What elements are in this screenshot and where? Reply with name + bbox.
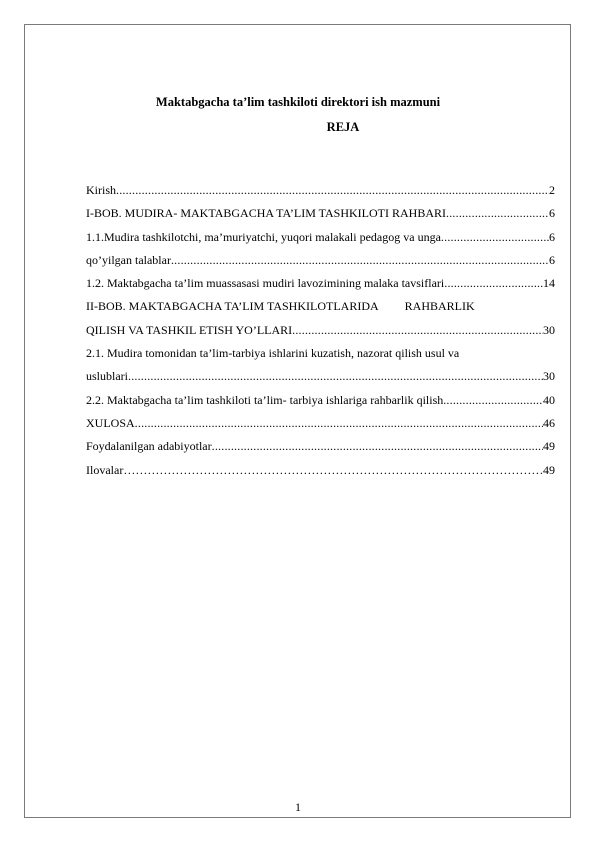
toc-page-number: 2	[549, 183, 555, 197]
toc-page-number: 30	[543, 369, 555, 384]
toc-entry-label: 1.2. Maktabgacha ta’lim muassasasi mudiri lavozimining malaka tavsiflari	[86, 276, 445, 291]
toc-entry-label: 2.1. Mudira tomonidan ta’lim-tarbiya ishlarini kuzatish, nazorat qilish usul va	[86, 346, 460, 361]
table-of-contents	[86, 182, 555, 485]
toc-dot-leader	[446, 205, 549, 222]
toc-entry-conclusion[interactable]	[86, 415, 555, 438]
toc-entry-section-2-1-cont[interactable]	[86, 368, 555, 391]
toc-entry-section-2-2[interactable]	[86, 392, 555, 415]
toc-entry-chapter-2-cont[interactable]	[86, 322, 555, 345]
toc-dot-leader	[292, 322, 543, 339]
toc-entry-section-1-2[interactable]	[86, 275, 555, 298]
toc-entry-appendices[interactable]	[86, 462, 555, 485]
toc-dot-leader	[116, 182, 549, 199]
toc-entry-label: qo’yilgan talablar	[86, 252, 171, 267]
toc-dot-leader	[135, 415, 543, 432]
toc-dot-leader	[444, 275, 543, 292]
toc-page-number: 46	[543, 415, 555, 430]
toc-entry-label: Kirish	[86, 183, 116, 197]
toc-entry-label: Ilovalar	[86, 462, 124, 477]
toc-page-number: 30	[543, 322, 555, 337]
toc-entry-section-1-1[interactable]	[86, 229, 555, 252]
plan-heading: REJA	[326, 120, 360, 134]
page-number: 1	[295, 800, 301, 814]
toc-page-number: 6	[549, 252, 555, 267]
toc-page-number: 40	[543, 392, 555, 407]
toc-page-number: 49	[543, 462, 555, 477]
document-title: Maktabgacha ta’lim tashkiloti direktori ish mazmuni	[155, 95, 441, 109]
toc-entry-kirish[interactable]	[86, 182, 555, 205]
toc-entry-label: XULOSA	[86, 415, 135, 430]
toc-entry-label: 2.2. Maktabgacha ta’lim tashkiloti ta’lim- tarbiya ishlariga rahbarlik qilish	[86, 392, 444, 407]
toc-dot-leader	[123, 462, 543, 479]
toc-page-number: 49	[543, 439, 555, 454]
toc-dot-leader	[128, 368, 543, 385]
toc-page-number: 6	[549, 206, 555, 221]
toc-entry-label: Foydalanilgan adabiyotlar	[86, 439, 212, 454]
toc-dot-leader	[443, 392, 543, 409]
toc-entry-section-2-1[interactable]	[86, 345, 555, 368]
toc-dot-leader	[212, 438, 543, 455]
toc-entry-label: I-BOB. MUDIRA- MAKTABGACHA TA’LIM TASHKILOTI RAHBARI	[86, 206, 447, 221]
toc-page-number: 6	[549, 229, 555, 244]
toc-entry-label: uslublari	[86, 369, 128, 384]
toc-entry-references[interactable]	[86, 438, 555, 461]
toc-entry-chapter-1[interactable]	[86, 205, 555, 228]
toc-entry-section-1-1-cont[interactable]	[86, 252, 555, 275]
toc-entry-label: II-BOB. MAKTABGACHA TA’LIM TASHKILOTLARIDA	[86, 299, 379, 314]
toc-entry-chapter-2[interactable]	[86, 298, 555, 321]
toc-entry-label: QILISH VA TASHKIL ETISH YO’LLARI	[86, 322, 293, 337]
toc-entry-label: 1.1.Mudira tashkilotchi, ma’muriyatchi, yuqori malakali pedagog va unga	[86, 229, 441, 244]
toc-dot-leader	[171, 252, 549, 269]
toc-page-number: 14	[543, 276, 555, 291]
toc-dot-leader	[441, 229, 549, 246]
toc-entry-label-continued: RAHBARLIK	[404, 299, 475, 314]
